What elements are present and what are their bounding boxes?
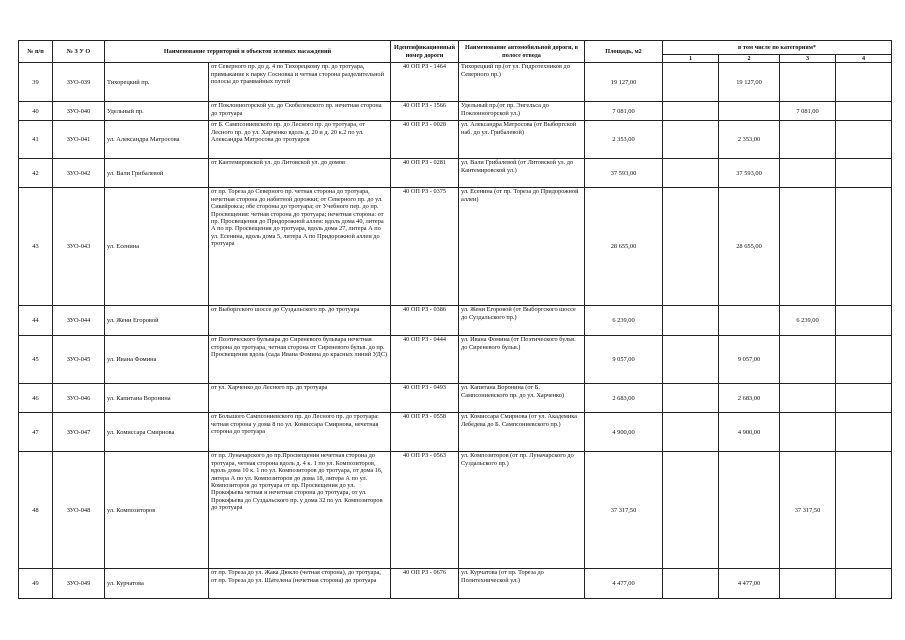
- table-row: [19, 306, 892, 336]
- row-territory-description: от Б. Сампсониевского пр. до Лесного пр. до тротуара, от Лесного пр. до ул. Харченко вдоль д. 20 и д. 20 к.2 по ул. Александра Матросова до тротуаров: [209, 121, 391, 159]
- row-zuo-code: ЗУО-047: [53, 413, 105, 452]
- row-territory-name: ул. Вали Грибалевой: [105, 159, 209, 188]
- row-category-2: 9 057,00: [719, 336, 780, 384]
- row-category-4: [836, 121, 892, 159]
- row-category-2: 2 353,00: [719, 121, 780, 159]
- row-zuo-code: ЗУО-040: [53, 102, 105, 121]
- row-area: 28 655,00: [585, 188, 663, 306]
- row-road-name: ул. Композиторов (от пр. Луначарского до Суздальского пр.): [459, 452, 585, 569]
- row-category-2: [719, 452, 780, 569]
- row-category-1: [663, 159, 719, 188]
- row-number: 41: [19, 121, 53, 159]
- row-territory-name: Удельный пр.: [105, 102, 209, 121]
- row-number: 48: [19, 452, 53, 569]
- row-category-4: [836, 336, 892, 384]
- row-category-1: [663, 452, 719, 569]
- row-road-id: 40 ОП РЗ - 0028: [391, 121, 459, 159]
- row-area: 7 081,00: [585, 102, 663, 121]
- header-road-name: Наименование автомобильной дороги, в полосе отвода: [459, 41, 585, 63]
- header-zuo: № З У О: [53, 41, 105, 63]
- row-territory-name: ул. Есенина: [105, 188, 209, 306]
- row-category-3: [780, 159, 836, 188]
- row-number: 47: [19, 413, 53, 452]
- green-zones-table: [18, 40, 892, 599]
- row-area: 37 317,50: [585, 452, 663, 569]
- row-territory-name: ул. Курчатова: [105, 569, 209, 599]
- row-number: 49: [19, 569, 53, 599]
- row-territory-name: ул. Капитана Воронина: [105, 384, 209, 413]
- row-category-2: 2 683,00: [719, 384, 780, 413]
- row-road-name: ул. Капитана Воронина (от Б. Сампсониевского пр. до ул. Харченко): [459, 384, 585, 413]
- table-header: [19, 41, 892, 63]
- row-category-4: [836, 569, 892, 599]
- row-category-1: [663, 102, 719, 121]
- row-number: 40: [19, 102, 53, 121]
- row-number: 45: [19, 336, 53, 384]
- row-territory-description: от Выборгского шоссе до Суздальского пр. до тротуара: [209, 306, 391, 336]
- table-row: [19, 102, 892, 121]
- row-territory-name: ул. Композиторов: [105, 452, 209, 569]
- row-road-id: 40 ОП РЗ - 0493: [391, 384, 459, 413]
- row-territory-name: ул. Александра Матросова: [105, 121, 209, 159]
- row-road-id: 40 ОП РЗ - 0444: [391, 336, 459, 384]
- row-category-3: [780, 188, 836, 306]
- table-body: [19, 63, 892, 599]
- row-territory-name: Тихорецкий пр.: [105, 63, 209, 102]
- row-area: 4 477,00: [585, 569, 663, 599]
- row-road-name: ул. Александра Матросова (от Выборгской наб. до ул. Грибалевой): [459, 121, 585, 159]
- row-number: 39: [19, 63, 53, 102]
- row-zuo-code: ЗУО-039: [53, 63, 105, 102]
- table-row: [19, 413, 892, 452]
- row-area: 2 353,00: [585, 121, 663, 159]
- row-number: 44: [19, 306, 53, 336]
- row-number: 43: [19, 188, 53, 306]
- header-num: № п/п: [19, 41, 53, 63]
- header-cat-2: 2: [719, 55, 780, 63]
- header-territory: Наименование территорий и объектов зеленых насаждений: [105, 41, 391, 63]
- row-category-1: [663, 306, 719, 336]
- row-road-name: ул. Курчатова (от пр. Тореза до Политехнической ул.): [459, 569, 585, 599]
- row-zuo-code: ЗУО-046: [53, 384, 105, 413]
- row-road-id: 40 ОП РЗ - 1464: [391, 63, 459, 102]
- table-row: [19, 121, 892, 159]
- row-road-name: ул. Ивана Фомина (от Поэтического бульв. до Сиреневого бульв.): [459, 336, 585, 384]
- row-road-name: ул. Жени Егоровой (от Выборгского шоссе до Суздальского пр.): [459, 306, 585, 336]
- table-row: [19, 159, 892, 188]
- row-category-4: [836, 159, 892, 188]
- row-category-4: [836, 413, 892, 452]
- row-category-3: [780, 336, 836, 384]
- row-zuo-code: ЗУО-043: [53, 188, 105, 306]
- row-category-3: [780, 384, 836, 413]
- row-category-1: [663, 188, 719, 306]
- document-page: [18, 40, 891, 599]
- row-category-2: [719, 102, 780, 121]
- row-road-id: 40 ОП РЗ - 0386: [391, 306, 459, 336]
- header-categories: в том числе по категориям*: [663, 41, 892, 55]
- row-territory-description: от Кантемировской ул. до Литовской ул. до домов: [209, 159, 391, 188]
- row-road-name: ул. Вали Грибалевой (от Литовской ул. до Кантемировской ул.): [459, 159, 585, 188]
- row-zuo-code: ЗУО-049: [53, 569, 105, 599]
- row-territory-description: от пр. Тореза до ул. Жака Дюкло (четная сторона), до тротуара, от пр. Тореза до ул. Шателена (нечетная сторона) до тротуара: [209, 569, 391, 599]
- row-territory-description: от Северного пр. до д. 4 по Тихорецкому пр. до тротуара, примыкание к парку Сосновка и четная сторона разделительной полосы до трамвайных путей: [209, 63, 391, 102]
- row-area: 9 057,00: [585, 336, 663, 384]
- row-category-4: [836, 452, 892, 569]
- row-area: 6 239,00: [585, 306, 663, 336]
- row-territory-description: от Поклонногорской ул. до Скобелевского пр. нечетная сторона до тротуара: [209, 102, 391, 121]
- row-category-3: [780, 63, 836, 102]
- row-territory-name: ул. Комиссара Смирнова: [105, 413, 209, 452]
- header-cat-4: 4: [836, 55, 892, 63]
- row-territory-description: от ул. Харченко до Лесного пр. до тротуара: [209, 384, 391, 413]
- row-category-3: 6 239,00: [780, 306, 836, 336]
- row-road-id: 40 ОП РЗ - 0281: [391, 159, 459, 188]
- header-area: Площадь, м2: [585, 41, 663, 63]
- table-row: [19, 569, 892, 599]
- row-territory-description: от Большого Сампсониевского пр. до Лесного пр. до тротуара: четная сторона у дома 8 по ул. Комиссара Смирнова, нечетная сторона до тротуара: [209, 413, 391, 452]
- row-territory-name: ул. Жени Егоровой: [105, 306, 209, 336]
- row-category-4: [836, 384, 892, 413]
- row-category-1: [663, 569, 719, 599]
- row-category-2: 19 127,00: [719, 63, 780, 102]
- row-category-4: [836, 63, 892, 102]
- row-area: 2 683,00: [585, 384, 663, 413]
- row-zuo-code: ЗУО-044: [53, 306, 105, 336]
- row-area: 37 593,00: [585, 159, 663, 188]
- row-road-name: ул. Комиссара Смирнова (от ул. Академика Лебедева до Б. Сампсониевского пр.): [459, 413, 585, 452]
- row-category-2: 4 900,00: [719, 413, 780, 452]
- row-number: 46: [19, 384, 53, 413]
- row-road-id: 40 ОП РЗ - 1566: [391, 102, 459, 121]
- row-category-3: 7 081,00: [780, 102, 836, 121]
- row-zuo-code: ЗУО-042: [53, 159, 105, 188]
- row-category-1: [663, 413, 719, 452]
- row-category-1: [663, 384, 719, 413]
- row-category-1: [663, 63, 719, 102]
- row-category-3: [780, 121, 836, 159]
- row-territory-description: от пр. Луначарского до пр.Просвещения нечетная сторона до тротуара, четная сторона вдоль д. 4 к. 1 по ул. Композиторов, вдоль дома 10 к. 1 по ул. Композиторов до тротуара, от дома 16, литера А по ул. Композиторов до дома 18, литера А по ул. Композиторов до тротуара от пр. Просвещения до ул. Прокофьева четная и нечетная сторона до тротуара, от ул. Прокофьева до Суздальского пр. у дома 32 по ул. Композиторов до тротуара: [209, 452, 391, 569]
- row-category-4: [836, 306, 892, 336]
- row-category-3: 37 317,50: [780, 452, 836, 569]
- row-road-id: 40 ОП РЗ - 0375: [391, 188, 459, 306]
- row-zuo-code: ЗУО-041: [53, 121, 105, 159]
- table-row: [19, 452, 892, 569]
- row-road-id: 40 ОП РЗ - 0558: [391, 413, 459, 452]
- row-category-3: [780, 569, 836, 599]
- row-road-name: Тихорецкий пр.(от ул. Гидротехников до Северного пр.): [459, 63, 585, 102]
- row-zuo-code: ЗУО-048: [53, 452, 105, 569]
- header-road-id: Идентификационный номер дороги: [391, 41, 459, 63]
- row-zuo-code: ЗУО-045: [53, 336, 105, 384]
- row-category-4: [836, 102, 892, 121]
- row-road-name: ул. Есенина (от пр. Тореза до Придорожной аллеи): [459, 188, 585, 306]
- row-category-2: 28 655,00: [719, 188, 780, 306]
- row-category-2: 4 477,00: [719, 569, 780, 599]
- row-category-2: 37 593,00: [719, 159, 780, 188]
- row-area: 4 900,00: [585, 413, 663, 452]
- row-area: 19 127,00: [585, 63, 663, 102]
- table-row: [19, 188, 892, 306]
- row-road-name: Удельный пр.(от пр. Энгельса до Поклонногорской ул.): [459, 102, 585, 121]
- table-row: [19, 336, 892, 384]
- header-cat-1: 1: [663, 55, 719, 63]
- header-cat-3: 3: [780, 55, 836, 63]
- row-category-3: [780, 413, 836, 452]
- row-territory-description: от Поэтического бульвара до Сиреневого бульвара нечетная сторона до тротуара, четная сторона от Сиреневого бульв. до пр. Просвещения вдоль (сада Ивана Фомина до красных линий УДС): [209, 336, 391, 384]
- row-road-id: 40 ОП РЗ - 0563: [391, 452, 459, 569]
- row-territory-name: ул. Ивана Фомина: [105, 336, 209, 384]
- row-category-2: [719, 306, 780, 336]
- row-territory-description: от пр. Тореза до Северного пр. четная сторона до тротуара, нечетная сторона до набитной дорожки; от Северного пр. до ул. Сикейрокса; обе стороны до тротуара; от Учебного пер. до пр. Просвещения: четная сторона до тротуара; нечетная сторона: от пр. Просвещения до Придорожной аллеи: вдоль дома 40, литера А по пр. Просвещения до тротуара, вдоль дома 27, литера А по ул. Есенина, вдоль дома 5, литера А по Придорожной аллеи до тротуара: [209, 188, 391, 306]
- row-category-4: [836, 188, 892, 306]
- row-number: 42: [19, 159, 53, 188]
- table-row: [19, 63, 892, 102]
- row-road-id: 40 ОП РЗ - 0676: [391, 569, 459, 599]
- row-category-1: [663, 121, 719, 159]
- table-row: [19, 384, 892, 413]
- row-category-1: [663, 336, 719, 384]
